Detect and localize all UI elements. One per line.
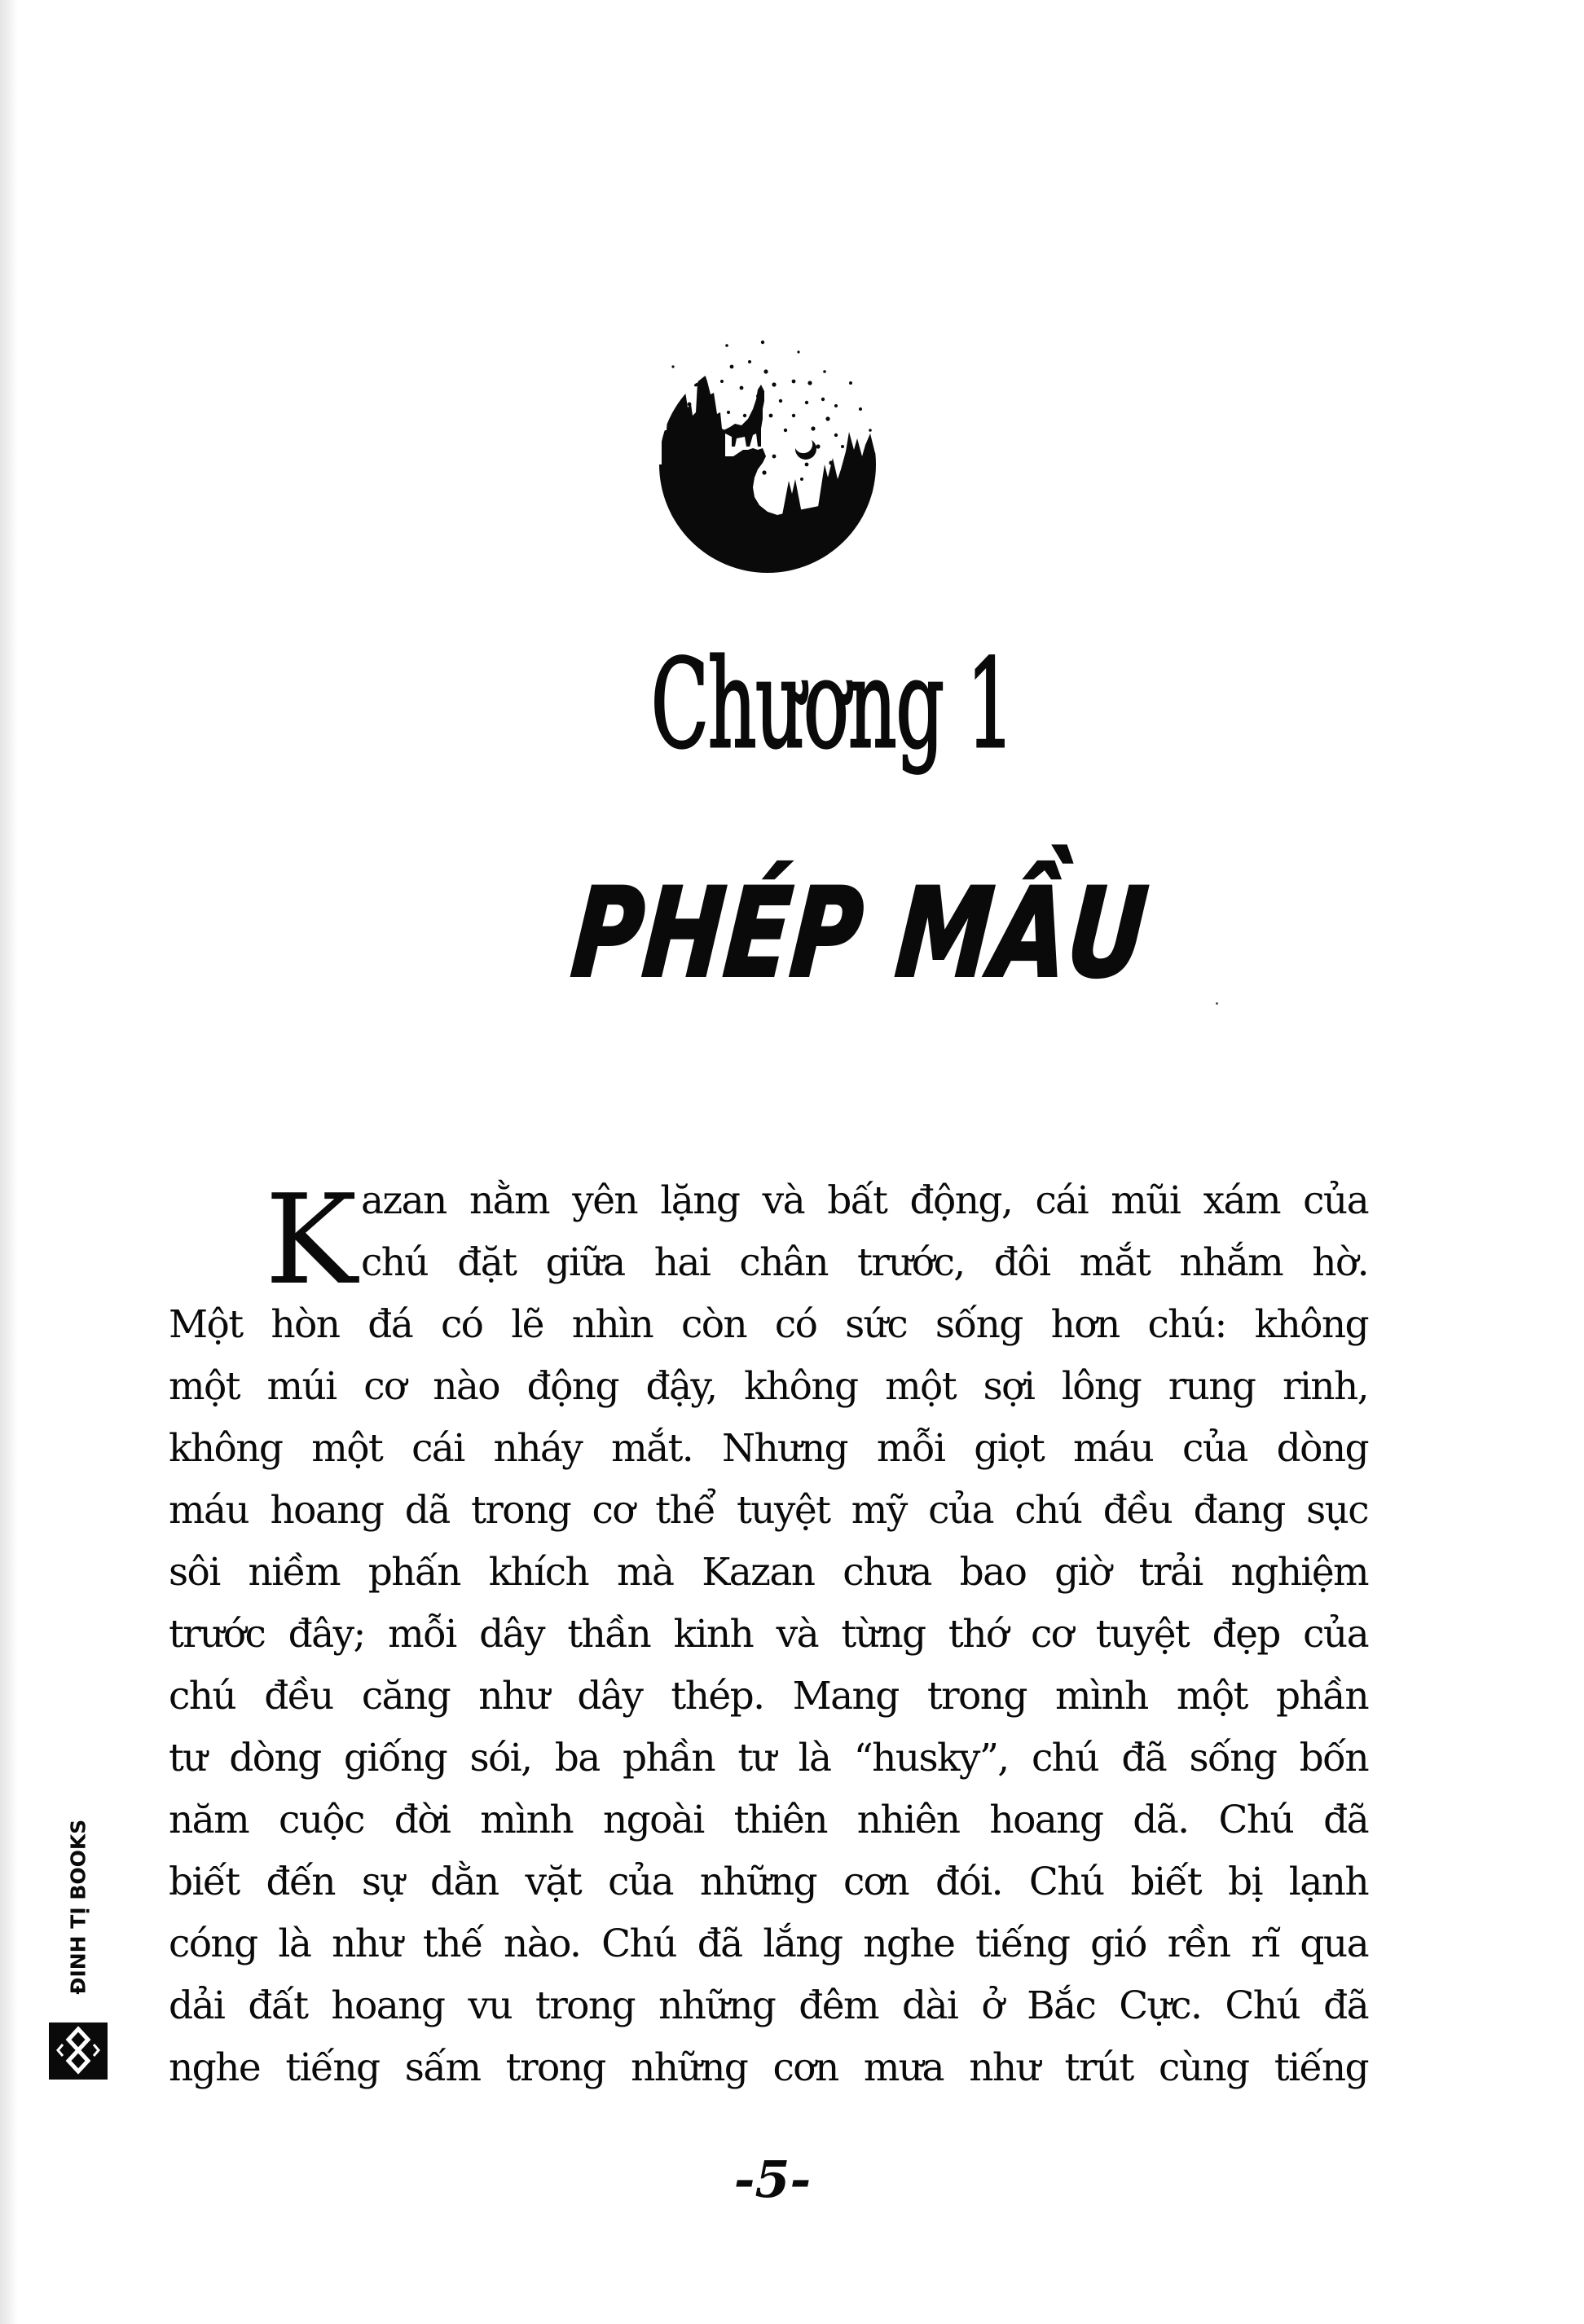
page-edge-shadow bbox=[0, 0, 18, 2324]
dinh-ti-logo-icon bbox=[49, 2022, 108, 2080]
chapter-title: PHÉP MẦU bbox=[567, 863, 1154, 1005]
body-line: biết đến sự dằn vặt của những cơn đói. Chú biết bị lạnh bbox=[169, 1860, 1368, 1904]
body-line: máu hoang dã trong cơ thể tuyệt mỹ của chú đều đang sục bbox=[169, 1488, 1368, 1533]
scan-speck bbox=[1216, 1002, 1218, 1005]
body-line: sôi niềm phấn khích mà Kazan chưa bao giờ trải nghiệm bbox=[169, 1550, 1368, 1595]
body-line: dải đất hoang vu trong những đêm dài ở Bắc Cực. Chú đã bbox=[169, 1983, 1368, 2028]
body-line: Một hòn đá có lẽ nhìn còn có sức sống hơn chú: không bbox=[169, 1302, 1368, 1347]
body-line: cóng là như thế nào. Chú đã lắng nghe tiếng gió rền rĩ qua bbox=[169, 1921, 1368, 1966]
wolf-moon-emblem-icon bbox=[644, 334, 896, 587]
body-line: azan nằm yên lặng và bất động, cái mũi xám của bbox=[361, 1178, 1368, 1223]
body-line: trước đây; mỗi dây thần kinh và từng thớ cơ tuyệt đẹp của bbox=[169, 1612, 1368, 1657]
publisher-name-text: ĐINH TỊ BOOKS bbox=[66, 1819, 90, 1995]
page-number: -5- bbox=[733, 2150, 812, 2209]
body-line: nghe tiếng sấm trong những cơn mưa như trút cùng tiếng bbox=[169, 2045, 1368, 2090]
body-line: tư dòng giống sói, ba phần tư là “husky”, chú đã sống bốn bbox=[169, 1736, 1368, 1780]
body-line: chú đặt giữa hai chân trước, đôi mắt nhắm hờ. bbox=[361, 1240, 1368, 1285]
body-line: năm cuộc đời mình ngoài thiên nhiên hoang dã. Chú đã bbox=[169, 1798, 1368, 1842]
body-line: không một cái nháy mắt. Nhưng mỗi giọt máu của dòng bbox=[169, 1426, 1368, 1471]
body-line: một múi cơ nào động đậy, không một sợi lông rung rinh, bbox=[169, 1364, 1368, 1409]
chapter-body bbox=[169, 1170, 1368, 2099]
chapter-number: Chương 1 bbox=[650, 634, 1014, 776]
drop-cap: K bbox=[265, 1168, 358, 1312]
body-line: chú đều căng như dây thép. Mang trong mình một phần bbox=[169, 1674, 1368, 1719]
publisher-mark bbox=[47, 1819, 109, 2086]
